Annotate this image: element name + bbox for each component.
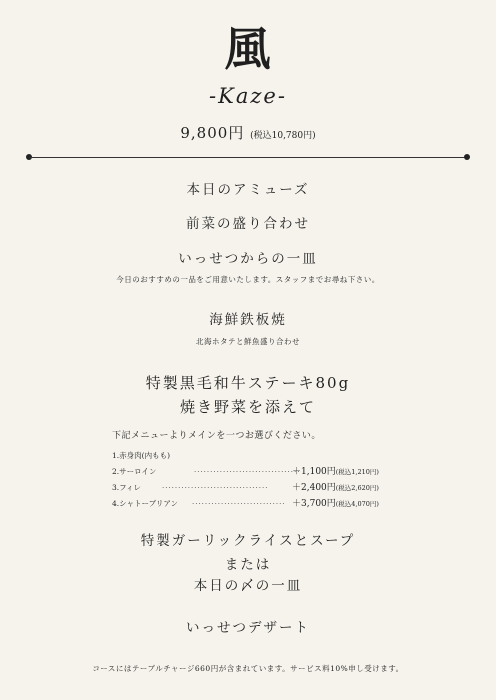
option-leader: ·································	[194, 468, 301, 476]
course-price-tax: (税込10,780円)	[250, 131, 316, 141]
restaurant-subtitle: -Kaze-	[209, 84, 287, 108]
option-surcharge-tax: (税込4,070円)	[335, 500, 379, 508]
course-amuse: 本日のアミューズ	[186, 182, 310, 198]
option-name: 1.赤身肉(内もも)	[112, 451, 171, 460]
option-leader: ·································	[162, 484, 269, 492]
option-row-fillet	[112, 480, 392, 496]
option-surcharge-value: ＋1,100円	[292, 467, 336, 477]
course-price-value: 9,800円	[180, 124, 245, 142]
option-name: 4.シャトーブリアン	[112, 499, 179, 508]
option-name: 3.フィレ	[112, 483, 142, 492]
option-name: 2.サーロイン	[112, 467, 157, 476]
choice-lead: 下記メニューよりメインを一つお選びください。	[112, 431, 321, 441]
course-garlic-rice: 特製ガーリックライスとスープ	[140, 533, 356, 549]
option-surcharge-value: ＋2,400円	[292, 483, 336, 493]
course-issetsu-note: 今日のおすすめの一品をご用意いたします。スタッフまでお尋ね下さい。	[116, 275, 380, 284]
course-shime: 本日の〆の一皿	[193, 578, 303, 594]
course-price	[0, 124, 496, 145]
course-steak-line2: 焼き野菜を添えて	[179, 398, 316, 416]
option-leader: ·····························	[192, 500, 286, 508]
option-surcharge-value: ＋3,700円	[292, 499, 336, 509]
option-row-sirloin	[112, 464, 392, 480]
option-row-chateaubriand	[112, 496, 392, 512]
course-or: または	[224, 557, 272, 573]
course-teppan-note: 北海ホタテと鮮魚盛り合わせ	[196, 337, 300, 346]
option-row-akami	[112, 448, 392, 464]
course-steak-line1: 特製黒毛和牛ステーキ80g	[145, 374, 351, 392]
option-surcharge-tax: (税込2,620円)	[335, 484, 379, 492]
restaurant-title: 風	[224, 22, 272, 76]
course-issetsu-dish: いっせつからの一皿	[178, 251, 318, 267]
course-teppan: 海鮮鉄板焼	[209, 312, 287, 328]
course-appetizer: 前菜の盛り合わせ	[186, 216, 310, 232]
option-surcharge-tax: (税込1,210円)	[335, 468, 379, 476]
option-surcharge	[292, 480, 379, 496]
main-options-list	[112, 448, 392, 512]
course-dessert: いっせつデザート	[186, 620, 310, 636]
divider-line	[29, 157, 467, 158]
option-surcharge	[292, 464, 379, 480]
divider-right-dot	[464, 154, 470, 160]
footer-note: コースにはテーブルチャージ660円が含まれています。サービス料10%申し受けます。	[92, 664, 404, 673]
option-surcharge	[292, 496, 379, 512]
